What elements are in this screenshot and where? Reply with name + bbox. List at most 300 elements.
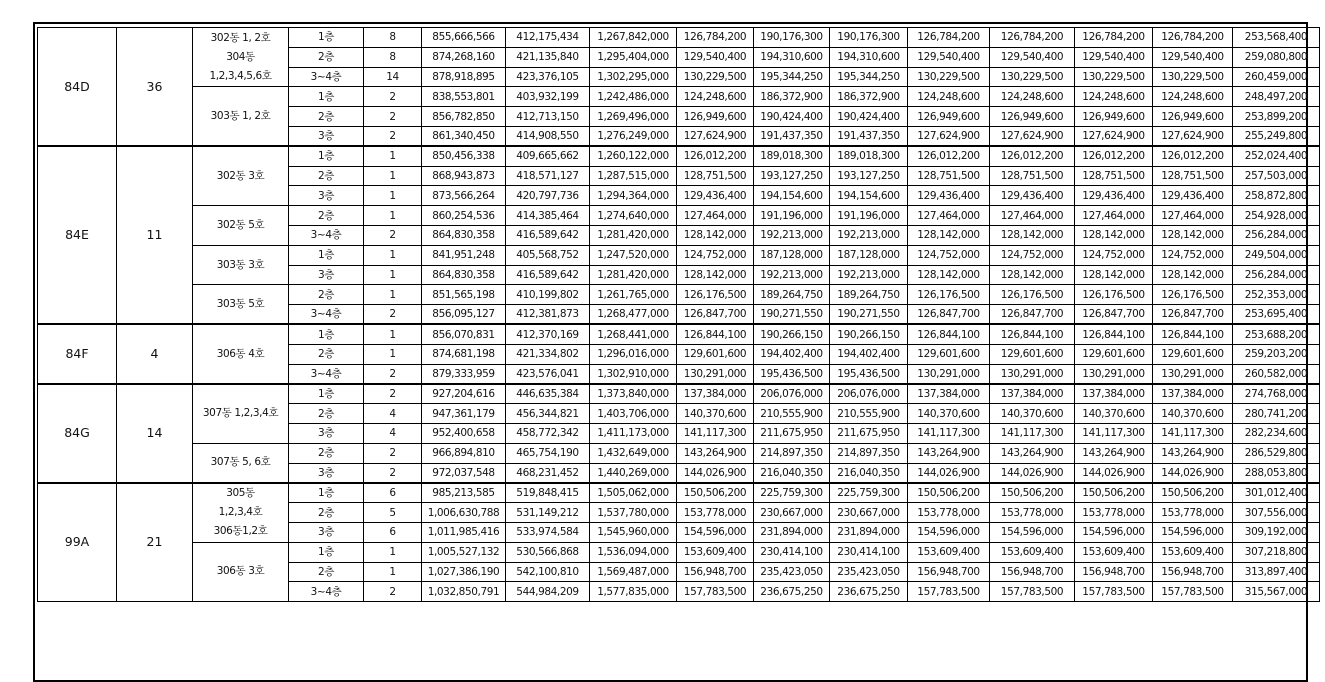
installment-1-cell: 126,176,500 (677, 285, 754, 305)
installment-1-cell: 153,778,000 (677, 503, 754, 523)
housing-type-cell: 84G (38, 384, 117, 483)
total-price-cell: 1,281,420,000 (590, 225, 677, 245)
installment-2-cell: 206,076,000 (754, 384, 830, 404)
floor-cell: 2층 (289, 344, 364, 364)
total-price-cell: 1,268,441,000 (590, 324, 677, 344)
building-price-cell: 412,381,873 (506, 305, 590, 325)
table-row (38, 483, 1320, 503)
dong-ho-cell: 303동 5호 (193, 285, 289, 325)
installment-7-cell: 129,601,600 (1153, 344, 1233, 364)
installment-6-cell: 129,436,400 (1075, 186, 1153, 206)
installment-5-cell: 130,291,000 (990, 364, 1075, 384)
floor-cell: 3층 (289, 186, 364, 206)
balance-cell: 282,234,600 (1233, 423, 1320, 443)
installment-6-cell: 126,012,200 (1075, 146, 1153, 166)
installment-1-cell: 126,784,200 (677, 28, 754, 48)
installment-1-cell: 137,384,000 (677, 384, 754, 404)
dong-ho-cell: 303동 1, 2호 (193, 87, 289, 146)
total-price-cell: 1,411,173,000 (590, 423, 677, 443)
balance-cell: 258,872,800 (1233, 186, 1320, 206)
price-table (37, 27, 1320, 602)
building-price-cell: 421,135,840 (506, 47, 590, 67)
installment-7-cell: 126,784,200 (1153, 28, 1233, 48)
installment-3-cell: 194,154,600 (830, 186, 908, 206)
installment-7-cell: 143,264,900 (1153, 443, 1233, 463)
building-price-cell: 544,984,209 (506, 582, 590, 602)
dong-ho-cell: 306동 3호 (193, 542, 289, 601)
installment-4-cell: 141,117,300 (908, 423, 990, 443)
installment-3-cell: 230,414,100 (830, 542, 908, 562)
installment-6-cell: 137,384,000 (1075, 384, 1153, 404)
installment-5-cell: 126,012,200 (990, 146, 1075, 166)
balance-cell: 307,218,800 (1233, 542, 1320, 562)
installment-1-cell: 128,142,000 (677, 265, 754, 285)
installment-7-cell: 137,384,000 (1153, 384, 1233, 404)
building-price-cell: 405,568,752 (506, 245, 590, 265)
count-cell: 2 (364, 305, 422, 325)
installment-6-cell: 150,506,200 (1075, 483, 1153, 503)
building-price-cell: 420,797,736 (506, 186, 590, 206)
installment-1-cell: 126,847,700 (677, 305, 754, 325)
installment-6-cell: 124,752,000 (1075, 245, 1153, 265)
building-price-cell: 403,932,199 (506, 87, 590, 107)
floor-cell: 1층 (289, 245, 364, 265)
floor-cell: 2층 (289, 285, 364, 305)
installment-3-cell: 192,213,000 (830, 225, 908, 245)
count-cell: 1 (364, 166, 422, 186)
installment-4-cell: 153,609,400 (908, 542, 990, 562)
balance-cell: 252,024,400 (1233, 146, 1320, 166)
installment-3-cell: 195,344,250 (830, 67, 908, 87)
installment-3-cell: 214,897,350 (830, 443, 908, 463)
land-price-cell: 860,254,536 (422, 206, 506, 226)
balance-cell: 248,497,200 (1233, 87, 1320, 107)
land-price-cell: 972,037,548 (422, 463, 506, 483)
land-price-cell: 868,943,873 (422, 166, 506, 186)
installment-2-cell: 214,897,350 (754, 443, 830, 463)
building-price-cell: 533,974,584 (506, 522, 590, 542)
dong-ho-cell: 302동 3호 (193, 146, 289, 205)
installment-5-cell: 126,176,500 (990, 285, 1075, 305)
installment-1-cell: 127,464,000 (677, 206, 754, 226)
installment-3-cell: 225,759,300 (830, 483, 908, 503)
installment-4-cell: 129,601,600 (908, 344, 990, 364)
installment-4-cell: 126,784,200 (908, 28, 990, 48)
floor-cell: 2층 (289, 503, 364, 523)
installment-4-cell: 127,464,000 (908, 206, 990, 226)
installment-4-cell: 154,596,000 (908, 522, 990, 542)
dong-ho-cell: 302동 5호 (193, 206, 289, 246)
installment-6-cell: 128,142,000 (1075, 265, 1153, 285)
total-price-cell: 1,545,960,000 (590, 522, 677, 542)
installment-4-cell: 153,778,000 (908, 503, 990, 523)
total-price-cell: 1,287,515,000 (590, 166, 677, 186)
land-price-cell: 850,456,338 (422, 146, 506, 166)
building-price-cell: 456,344,821 (506, 404, 590, 424)
floor-cell: 1층 (289, 483, 364, 503)
installment-4-cell: 126,176,500 (908, 285, 990, 305)
table-row (38, 443, 1320, 463)
balance-cell: 286,529,800 (1233, 443, 1320, 463)
total-price-cell: 1,274,640,000 (590, 206, 677, 226)
installment-4-cell: 130,229,500 (908, 67, 990, 87)
installment-5-cell: 153,778,000 (990, 503, 1075, 523)
installment-7-cell: 157,783,500 (1153, 582, 1233, 602)
installment-6-cell: 154,596,000 (1075, 522, 1153, 542)
floor-cell: 2층 (289, 107, 364, 127)
installment-2-cell: 230,414,100 (754, 542, 830, 562)
floor-cell: 3층 (289, 265, 364, 285)
installment-6-cell: 126,176,500 (1075, 285, 1153, 305)
building-price-cell: 412,713,150 (506, 107, 590, 127)
installment-5-cell: 128,751,500 (990, 166, 1075, 186)
count-cell: 2 (364, 463, 422, 483)
installment-5-cell: 130,229,500 (990, 67, 1075, 87)
count-cell: 2 (364, 87, 422, 107)
installment-2-cell: 216,040,350 (754, 463, 830, 483)
balance-cell: 280,741,200 (1233, 404, 1320, 424)
installment-4-cell: 140,370,600 (908, 404, 990, 424)
building-price-cell: 423,376,105 (506, 67, 590, 87)
installment-6-cell: 129,601,600 (1075, 344, 1153, 364)
installment-6-cell: 156,948,700 (1075, 562, 1153, 582)
unit-count-cell: 4 (117, 324, 193, 383)
unit-count-cell: 11 (117, 146, 193, 324)
installment-7-cell: 153,609,400 (1153, 542, 1233, 562)
installment-1-cell: 127,624,900 (677, 126, 754, 146)
installment-7-cell: 130,291,000 (1153, 364, 1233, 384)
total-price-cell: 1,267,842,000 (590, 28, 677, 48)
installment-7-cell: 140,370,600 (1153, 404, 1233, 424)
installment-5-cell: 129,540,400 (990, 47, 1075, 67)
installment-7-cell: 126,844,100 (1153, 324, 1233, 344)
table-row (38, 206, 1320, 226)
balance-cell: 315,567,000 (1233, 582, 1320, 602)
installment-1-cell: 144,026,900 (677, 463, 754, 483)
installment-2-cell: 190,266,150 (754, 324, 830, 344)
table-row (38, 87, 1320, 107)
floor-cell: 1층 (289, 146, 364, 166)
installment-2-cell: 225,759,300 (754, 483, 830, 503)
building-price-cell: 530,566,868 (506, 542, 590, 562)
installment-7-cell: 124,248,600 (1153, 87, 1233, 107)
dong-ho-cell: 303동 3호 (193, 245, 289, 285)
total-price-cell: 1,296,016,000 (590, 344, 677, 364)
installment-7-cell: 153,778,000 (1153, 503, 1233, 523)
total-price-cell: 1,247,520,000 (590, 245, 677, 265)
installment-7-cell: 150,506,200 (1153, 483, 1233, 503)
building-price-cell: 446,635,384 (506, 384, 590, 404)
balance-cell: 256,284,000 (1233, 265, 1320, 285)
count-cell: 6 (364, 522, 422, 542)
dong-ho-cell: 302동 1, 2호 304동 1,2,3,4,5,6호 (193, 28, 289, 87)
installment-6-cell: 124,248,600 (1075, 87, 1153, 107)
total-price-cell: 1,260,122,000 (590, 146, 677, 166)
land-price-cell: 841,951,248 (422, 245, 506, 265)
total-price-cell: 1,432,649,000 (590, 443, 677, 463)
installment-3-cell: 236,675,250 (830, 582, 908, 602)
installment-1-cell: 130,229,500 (677, 67, 754, 87)
count-cell: 2 (364, 364, 422, 384)
count-cell: 1 (364, 186, 422, 206)
installment-7-cell: 144,026,900 (1153, 463, 1233, 483)
land-price-cell: 947,361,179 (422, 404, 506, 424)
installment-4-cell: 156,948,700 (908, 562, 990, 582)
land-price-cell: 856,782,850 (422, 107, 506, 127)
installment-6-cell: 126,844,100 (1075, 324, 1153, 344)
count-cell: 1 (364, 562, 422, 582)
installment-6-cell: 144,026,900 (1075, 463, 1153, 483)
installment-1-cell: 129,436,400 (677, 186, 754, 206)
balance-cell: 257,503,000 (1233, 166, 1320, 186)
total-price-cell: 1,294,364,000 (590, 186, 677, 206)
installment-7-cell: 128,142,000 (1153, 225, 1233, 245)
floor-cell: 2층 (289, 404, 364, 424)
installment-6-cell: 130,291,000 (1075, 364, 1153, 384)
building-price-cell: 519,848,415 (506, 483, 590, 503)
land-price-cell: 864,830,358 (422, 225, 506, 245)
installment-6-cell: 153,609,400 (1075, 542, 1153, 562)
installment-2-cell: 186,372,900 (754, 87, 830, 107)
count-cell: 2 (364, 443, 422, 463)
balance-cell: 256,284,000 (1233, 225, 1320, 245)
floor-cell: 3층 (289, 463, 364, 483)
total-price-cell: 1,302,295,000 (590, 67, 677, 87)
installment-6-cell: 157,783,500 (1075, 582, 1153, 602)
floor-cell: 3층 (289, 126, 364, 146)
count-cell: 5 (364, 503, 422, 523)
installment-3-cell: 189,018,300 (830, 146, 908, 166)
land-price-cell: 1,005,527,132 (422, 542, 506, 562)
count-cell: 6 (364, 483, 422, 503)
housing-type-cell: 99A (38, 483, 117, 602)
count-cell: 1 (364, 324, 422, 344)
total-price-cell: 1,577,835,000 (590, 582, 677, 602)
installment-2-cell: 190,271,550 (754, 305, 830, 325)
installment-3-cell: 216,040,350 (830, 463, 908, 483)
dong-ho-cell: 307동 1,2,3,4호 (193, 384, 289, 443)
installment-5-cell: 126,949,600 (990, 107, 1075, 127)
installment-2-cell: 191,196,000 (754, 206, 830, 226)
installment-3-cell: 211,675,950 (830, 423, 908, 443)
installment-5-cell: 124,248,600 (990, 87, 1075, 107)
installment-5-cell: 157,783,500 (990, 582, 1075, 602)
floor-cell: 2층 (289, 206, 364, 226)
installment-7-cell: 126,176,500 (1153, 285, 1233, 305)
building-price-cell: 414,908,550 (506, 126, 590, 146)
installment-1-cell: 153,609,400 (677, 542, 754, 562)
installment-4-cell: 143,264,900 (908, 443, 990, 463)
installment-5-cell: 128,142,000 (990, 265, 1075, 285)
building-price-cell: 542,100,810 (506, 562, 590, 582)
total-price-cell: 1,295,404,000 (590, 47, 677, 67)
floor-cell: 2층 (289, 166, 364, 186)
balance-cell: 288,053,800 (1233, 463, 1320, 483)
building-price-cell: 421,334,802 (506, 344, 590, 364)
installment-3-cell: 193,127,250 (830, 166, 908, 186)
floor-cell: 3~4층 (289, 364, 364, 384)
installment-2-cell: 192,213,000 (754, 265, 830, 285)
installment-3-cell: 190,266,150 (830, 324, 908, 344)
total-price-cell: 1,276,249,000 (590, 126, 677, 146)
installment-5-cell: 150,506,200 (990, 483, 1075, 503)
installment-7-cell: 124,752,000 (1153, 245, 1233, 265)
count-cell: 2 (364, 582, 422, 602)
building-price-cell: 458,772,342 (506, 423, 590, 443)
installment-6-cell: 126,784,200 (1075, 28, 1153, 48)
floor-cell: 1층 (289, 384, 364, 404)
installment-1-cell: 129,540,400 (677, 47, 754, 67)
unit-count-cell: 36 (117, 28, 193, 147)
balance-cell: 260,582,000 (1233, 364, 1320, 384)
installment-5-cell: 127,464,000 (990, 206, 1075, 226)
installment-2-cell: 191,437,350 (754, 126, 830, 146)
installment-6-cell: 153,778,000 (1075, 503, 1153, 523)
installment-3-cell: 187,128,000 (830, 245, 908, 265)
balance-cell: 253,688,200 (1233, 324, 1320, 344)
building-price-cell: 416,589,642 (506, 265, 590, 285)
installment-2-cell: 187,128,000 (754, 245, 830, 265)
installment-7-cell: 129,540,400 (1153, 47, 1233, 67)
installment-4-cell: 129,436,400 (908, 186, 990, 206)
installment-6-cell: 129,540,400 (1075, 47, 1153, 67)
count-cell: 1 (364, 245, 422, 265)
installment-6-cell: 143,264,900 (1075, 443, 1153, 463)
floor-cell: 1층 (289, 28, 364, 48)
installment-2-cell: 211,675,950 (754, 423, 830, 443)
installment-7-cell: 127,464,000 (1153, 206, 1233, 226)
building-price-cell: 468,231,452 (506, 463, 590, 483)
installment-2-cell: 195,436,500 (754, 364, 830, 384)
installment-5-cell: 126,844,100 (990, 324, 1075, 344)
installment-2-cell: 193,127,250 (754, 166, 830, 186)
installment-4-cell: 128,142,000 (908, 225, 990, 245)
table-row (38, 542, 1320, 562)
total-price-cell: 1,281,420,000 (590, 265, 677, 285)
land-price-cell: 873,566,264 (422, 186, 506, 206)
installment-1-cell: 128,142,000 (677, 225, 754, 245)
installment-2-cell: 235,423,050 (754, 562, 830, 582)
building-price-cell: 418,571,127 (506, 166, 590, 186)
installment-7-cell: 126,949,600 (1153, 107, 1233, 127)
count-cell: 8 (364, 47, 422, 67)
building-price-cell: 409,665,662 (506, 146, 590, 166)
installment-3-cell: 189,264,750 (830, 285, 908, 305)
installment-5-cell: 128,142,000 (990, 225, 1075, 245)
housing-type-cell: 84D (38, 28, 117, 147)
installment-2-cell: 236,675,250 (754, 582, 830, 602)
balance-cell: 254,928,000 (1233, 206, 1320, 226)
installment-4-cell: 126,949,600 (908, 107, 990, 127)
installment-2-cell: 189,264,750 (754, 285, 830, 305)
installment-6-cell: 130,229,500 (1075, 67, 1153, 87)
count-cell: 2 (364, 384, 422, 404)
installment-4-cell: 150,506,200 (908, 483, 990, 503)
installment-1-cell: 130,291,000 (677, 364, 754, 384)
installment-5-cell: 126,784,200 (990, 28, 1075, 48)
installment-1-cell: 140,370,600 (677, 404, 754, 424)
installment-7-cell: 141,117,300 (1153, 423, 1233, 443)
installment-5-cell: 129,436,400 (990, 186, 1075, 206)
installment-5-cell: 141,117,300 (990, 423, 1075, 443)
installment-5-cell: 153,609,400 (990, 542, 1075, 562)
installment-2-cell: 192,213,000 (754, 225, 830, 245)
count-cell: 1 (364, 542, 422, 562)
installment-3-cell: 194,402,400 (830, 344, 908, 364)
installment-2-cell: 230,667,000 (754, 503, 830, 523)
installment-2-cell: 195,344,250 (754, 67, 830, 87)
balance-cell: 255,249,800 (1233, 126, 1320, 146)
installment-3-cell: 190,271,550 (830, 305, 908, 325)
installment-3-cell: 195,436,500 (830, 364, 908, 384)
balance-cell: 249,504,000 (1233, 245, 1320, 265)
installment-3-cell: 210,555,900 (830, 404, 908, 424)
count-cell: 2 (364, 126, 422, 146)
installment-6-cell: 140,370,600 (1075, 404, 1153, 424)
installment-4-cell: 126,844,100 (908, 324, 990, 344)
total-price-cell: 1,440,269,000 (590, 463, 677, 483)
balance-cell: 253,899,200 (1233, 107, 1320, 127)
installment-2-cell: 194,154,600 (754, 186, 830, 206)
unit-count-cell: 14 (117, 384, 193, 483)
installment-3-cell: 235,423,050 (830, 562, 908, 582)
installment-2-cell: 194,310,600 (754, 47, 830, 67)
floor-cell: 3~4층 (289, 305, 364, 325)
building-price-cell: 531,149,212 (506, 503, 590, 523)
installment-1-cell: 154,596,000 (677, 522, 754, 542)
installment-5-cell: 129,601,600 (990, 344, 1075, 364)
land-price-cell: 838,553,801 (422, 87, 506, 107)
installment-5-cell: 137,384,000 (990, 384, 1075, 404)
installment-3-cell: 191,196,000 (830, 206, 908, 226)
total-price-cell: 1,505,062,000 (590, 483, 677, 503)
installment-1-cell: 143,264,900 (677, 443, 754, 463)
land-price-cell: 878,918,895 (422, 67, 506, 87)
installment-7-cell: 126,012,200 (1153, 146, 1233, 166)
floor-cell: 1층 (289, 87, 364, 107)
installment-6-cell: 128,751,500 (1075, 166, 1153, 186)
total-price-cell: 1,536,094,000 (590, 542, 677, 562)
installment-5-cell: 140,370,600 (990, 404, 1075, 424)
floor-cell: 2층 (289, 47, 364, 67)
installment-1-cell: 126,012,200 (677, 146, 754, 166)
total-price-cell: 1,268,477,000 (590, 305, 677, 325)
count-cell: 1 (364, 344, 422, 364)
count-cell: 2 (364, 107, 422, 127)
floor-cell: 2층 (289, 443, 364, 463)
count-cell: 1 (364, 146, 422, 166)
installment-1-cell: 126,949,600 (677, 107, 754, 127)
installment-3-cell: 192,213,000 (830, 265, 908, 285)
installment-7-cell: 126,847,700 (1153, 305, 1233, 325)
land-price-cell: 856,070,831 (422, 324, 506, 344)
building-price-cell: 465,754,190 (506, 443, 590, 463)
floor-cell: 3층 (289, 522, 364, 542)
installment-3-cell: 230,667,000 (830, 503, 908, 523)
land-price-cell: 1,006,630,788 (422, 503, 506, 523)
count-cell: 8 (364, 28, 422, 48)
land-price-cell: 855,666,566 (422, 28, 506, 48)
land-price-cell: 874,681,198 (422, 344, 506, 364)
count-cell: 4 (364, 423, 422, 443)
count-cell: 1 (364, 265, 422, 285)
installment-6-cell: 126,949,600 (1075, 107, 1153, 127)
installment-4-cell: 144,026,900 (908, 463, 990, 483)
installment-7-cell: 156,948,700 (1153, 562, 1233, 582)
installment-1-cell: 156,948,700 (677, 562, 754, 582)
installment-3-cell: 191,437,350 (830, 126, 908, 146)
table-row (38, 285, 1320, 305)
